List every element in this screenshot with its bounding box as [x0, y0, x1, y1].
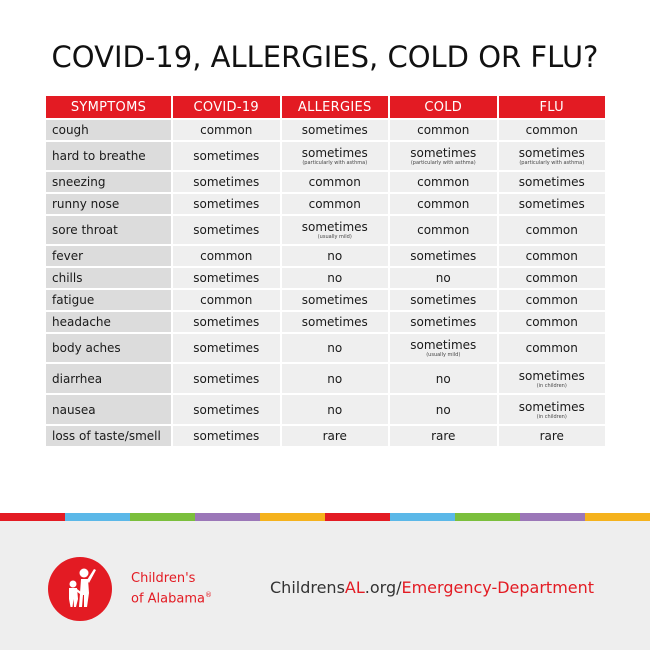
- logo-mark: ®: [204, 591, 212, 599]
- value-cell: [282, 334, 389, 362]
- value-note: (particularly with asthma): [519, 160, 585, 166]
- value-cell: [282, 216, 389, 244]
- symptom-cell: runny nose: [46, 194, 171, 214]
- stripe-segment: [455, 513, 520, 521]
- symptom-cell: sore throat: [46, 216, 171, 244]
- url-mid: .org/: [364, 578, 402, 597]
- value-note: (in children): [536, 413, 567, 420]
- value-cell: [173, 364, 280, 393]
- value-text: no: [327, 271, 343, 285]
- value-text: common: [308, 197, 361, 211]
- value-cell: [390, 334, 497, 362]
- column-header: ALLERGIES: [282, 96, 389, 118]
- value-text: no: [327, 371, 343, 386]
- value-text: sometimes: [410, 249, 477, 263]
- value-cell: [282, 426, 389, 446]
- value-cell: [282, 246, 389, 266]
- value-cell: [390, 142, 497, 170]
- value-text: sometimes: [518, 175, 585, 189]
- logo-text: [131, 571, 212, 607]
- page-title: COVID-19, ALLERGIES, COLD OR FLU?: [51, 40, 599, 74]
- value-cell: [390, 172, 497, 192]
- value-text: sometimes: [301, 293, 368, 307]
- value-text: sometimes: [193, 315, 260, 329]
- value-cell: [499, 246, 606, 266]
- value-text: common: [200, 293, 253, 307]
- value-cell: [173, 426, 280, 446]
- value-text: no: [435, 371, 451, 386]
- value-cell: [173, 246, 280, 266]
- footer: [0, 521, 650, 650]
- value-text: sometimes: [301, 220, 368, 234]
- logo-line-1: Children's: [131, 571, 196, 586]
- value-text: no: [435, 402, 451, 417]
- value-cell: [390, 312, 497, 332]
- symptom-cell: fatigue: [46, 290, 171, 310]
- value-cell: [499, 268, 606, 288]
- value-cell: [173, 334, 280, 362]
- value-cell: [173, 194, 280, 214]
- value-text: rare: [539, 429, 564, 443]
- value-cell: [499, 194, 606, 214]
- value-cell: [499, 395, 606, 424]
- symptom-cell: body aches: [46, 334, 171, 362]
- value-text: common: [417, 175, 470, 189]
- symptom-cell: hard to breathe: [46, 142, 171, 170]
- table-row: [46, 216, 605, 244]
- symptom-cell: chills: [46, 268, 171, 288]
- value-cell: [282, 312, 389, 332]
- stripe-segment: [0, 513, 65, 521]
- value-cell: [499, 364, 606, 393]
- value-cell: [282, 268, 389, 288]
- value-cell: [499, 172, 606, 192]
- table-row: [46, 364, 605, 393]
- value-text: common: [200, 123, 253, 137]
- value-cell: [390, 364, 497, 393]
- url-path: Emergency-Department: [401, 578, 595, 597]
- table-row: [46, 334, 605, 362]
- value-text: no: [435, 271, 451, 285]
- value-text: common: [525, 341, 578, 355]
- value-cell: [499, 334, 606, 362]
- value-cell: [499, 120, 606, 140]
- stripe-segment: [130, 513, 195, 521]
- value-cell: [173, 142, 280, 170]
- table-body: [46, 120, 605, 446]
- column-header: FLU: [499, 96, 606, 118]
- value-text: common: [417, 197, 470, 211]
- value-cell: [282, 194, 389, 214]
- stripe-segment: [520, 513, 585, 521]
- stripe-segment: [390, 513, 455, 521]
- value-text: common: [308, 175, 361, 189]
- value-cell: [390, 395, 497, 424]
- value-text: sometimes: [193, 271, 260, 285]
- value-cell: [173, 120, 280, 140]
- table-row: [46, 426, 605, 446]
- value-text: no: [327, 341, 343, 355]
- value-note: (particularly with asthma): [302, 160, 368, 166]
- value-text: sometimes: [301, 146, 368, 160]
- value-text: sometimes: [193, 402, 260, 417]
- value-cell: [390, 194, 497, 214]
- url-prefix: Childrens: [270, 578, 345, 597]
- value-text: sometimes: [518, 368, 585, 383]
- symptom-cell: diarrhea: [46, 364, 171, 393]
- value-text: sometimes: [518, 197, 585, 211]
- value-text: sometimes: [193, 341, 260, 355]
- stripe-segment: [195, 513, 260, 521]
- value-cell: [282, 172, 389, 192]
- value-cell: [173, 395, 280, 424]
- value-text: common: [525, 223, 578, 237]
- value-text: sometimes: [193, 149, 260, 163]
- logo-line-2: of Alabama: [131, 591, 205, 607]
- value-text: no: [327, 249, 343, 263]
- stripe-segment: [65, 513, 130, 521]
- symptom-cell: cough: [46, 120, 171, 140]
- value-cell: [173, 268, 280, 288]
- children-silhouette-icon: [48, 557, 112, 621]
- value-text: sometimes: [518, 146, 585, 160]
- value-text: sometimes: [193, 197, 260, 211]
- column-header: COLD: [390, 96, 497, 118]
- value-cell: [499, 216, 606, 244]
- value-text: sometimes: [193, 429, 260, 443]
- url-accent: AL: [344, 578, 365, 597]
- value-text: sometimes: [410, 315, 477, 329]
- value-text: sometimes: [410, 146, 477, 160]
- value-text: sometimes: [518, 399, 585, 414]
- symptom-cell: fever: [46, 246, 171, 266]
- value-text: sometimes: [410, 293, 477, 307]
- website-url[interactable]: [270, 578, 594, 597]
- table-row: [46, 268, 605, 288]
- column-header: SYMPTOMS: [46, 96, 171, 118]
- color-stripe: [0, 513, 650, 521]
- table-row: [46, 246, 605, 266]
- value-cell: [173, 172, 280, 192]
- value-cell: [282, 120, 389, 140]
- value-text: common: [525, 293, 578, 307]
- stripe-segment: [260, 513, 325, 521]
- value-cell: [282, 142, 389, 170]
- symptom-cell: nausea: [46, 395, 171, 424]
- symptom-comparison-table: [44, 94, 607, 448]
- table-row: [46, 312, 605, 332]
- value-cell: [390, 120, 497, 140]
- value-cell: [499, 426, 606, 446]
- value-cell: [173, 290, 280, 310]
- value-text: sometimes: [301, 315, 368, 329]
- value-note: (usually mild): [317, 234, 352, 240]
- value-text: sometimes: [410, 338, 477, 352]
- table-row: [46, 290, 605, 310]
- value-cell: [499, 290, 606, 310]
- table-header-row: [46, 96, 605, 118]
- value-cell: [390, 268, 497, 288]
- value-text: common: [417, 123, 470, 137]
- value-note: (in children): [536, 382, 567, 389]
- value-text: common: [525, 249, 578, 263]
- symptom-cell: loss of taste/smell: [46, 426, 171, 446]
- value-text: common: [525, 271, 578, 285]
- value-text: no: [327, 402, 343, 417]
- value-cell: [390, 290, 497, 310]
- table-row: [46, 172, 605, 192]
- value-cell: [390, 426, 497, 446]
- column-header: COVID-19: [173, 96, 280, 118]
- value-cell: [173, 312, 280, 332]
- value-text: common: [525, 315, 578, 329]
- value-text: sometimes: [193, 175, 260, 189]
- value-cell: [282, 290, 389, 310]
- value-note: (particularly with asthma): [410, 160, 476, 166]
- value-cell: [390, 246, 497, 266]
- value-cell: [173, 216, 280, 244]
- table-row: [46, 120, 605, 140]
- table-row: [46, 142, 605, 170]
- value-text: rare: [322, 429, 347, 443]
- value-note: (usually mild): [426, 352, 461, 358]
- value-cell: [390, 216, 497, 244]
- value-text: rare: [431, 429, 456, 443]
- table-row: [46, 395, 605, 424]
- stripe-segment: [585, 513, 650, 521]
- value-cell: [499, 312, 606, 332]
- value-text: common: [417, 223, 470, 237]
- value-cell: [282, 364, 389, 393]
- value-cell: [282, 395, 389, 424]
- value-text: sometimes: [193, 223, 260, 237]
- stripe-segment: [325, 513, 390, 521]
- value-text: sometimes: [301, 123, 368, 137]
- value-text: sometimes: [193, 371, 260, 386]
- value-text: common: [200, 249, 253, 263]
- symptom-cell: headache: [46, 312, 171, 332]
- symptom-cell: sneezing: [46, 172, 171, 192]
- value-text: common: [525, 123, 578, 137]
- value-cell: [499, 142, 606, 170]
- table-row: [46, 194, 605, 214]
